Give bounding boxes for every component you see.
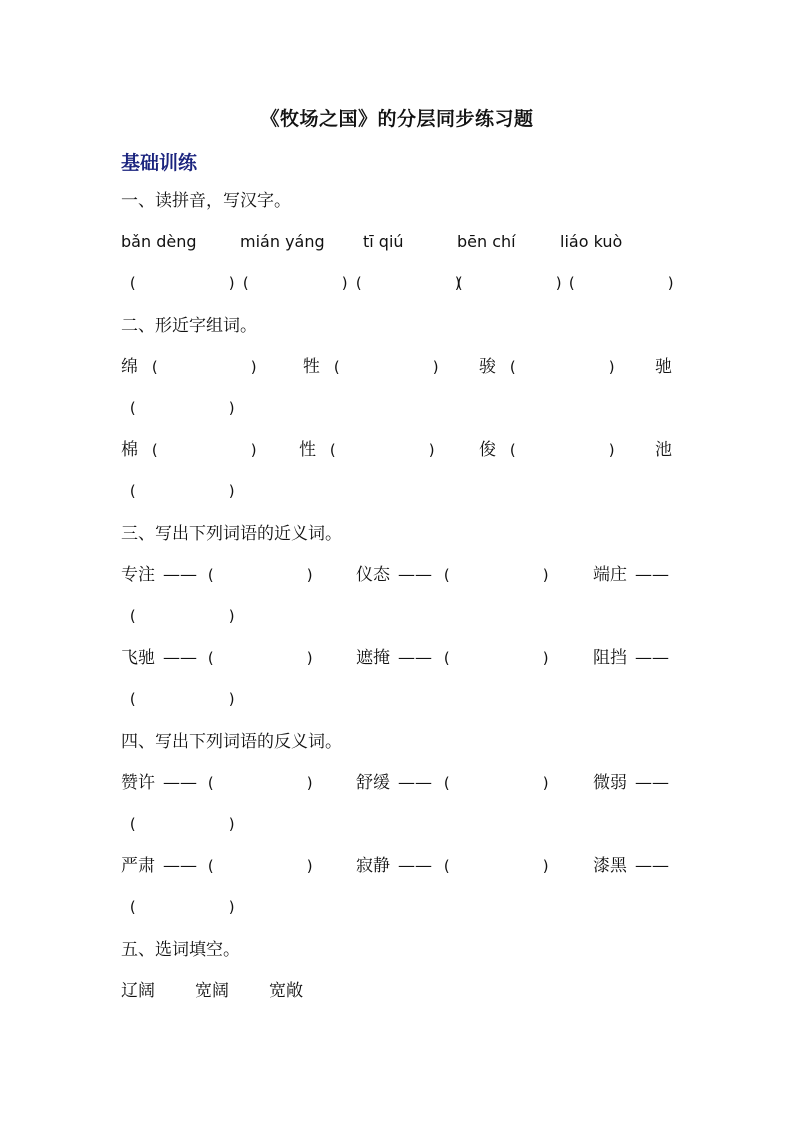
answer-blank[interactable]: ( ) [442, 774, 551, 792]
answer-blank[interactable]: ( ) [150, 358, 259, 376]
answer-blank[interactable]: ( ) [128, 815, 237, 833]
word-label: 严肃 [121, 856, 155, 876]
word-label: 遮掩 [356, 648, 390, 668]
answer-blank[interactable]: ( ) [442, 857, 551, 875]
question-1-heading: 一、读拼音，写汉字。 [121, 191, 291, 211]
answer-blank[interactable]: ( ) [332, 358, 441, 376]
word-choice: 辽阔 [121, 981, 155, 1001]
answer-blank[interactable]: ( ) [150, 441, 259, 459]
dash: —— [163, 773, 197, 793]
answer-blank[interactable]: ( ) [128, 898, 237, 916]
answer-blank[interactable]: ( ) [206, 774, 315, 792]
char-label: 牲 [303, 357, 320, 377]
question-3-heading: 三、写出下列词语的近义词。 [121, 524, 342, 544]
dash: —— [635, 856, 669, 876]
dash: —— [163, 648, 197, 668]
question-5-heading: 五、选词填空。 [121, 940, 240, 960]
word-choice: 宽敞 [269, 981, 303, 1001]
dash: —— [163, 856, 197, 876]
answer-blank[interactable]: ( ) [206, 649, 315, 667]
word-label: 专注 [121, 565, 155, 585]
word-label: 仪态 [356, 565, 390, 585]
answer-blank[interactable]: ( ) [354, 274, 463, 292]
char-label: 骏 [479, 357, 496, 377]
page-title: 《牧场之国》的分层同步练习题 [260, 108, 534, 130]
section-heading: 基础训练 [121, 152, 198, 174]
word-label: 舒缓 [356, 773, 390, 793]
word-label: 微弱 [593, 773, 627, 793]
pinyin-item: bǎn dèng [121, 232, 197, 251]
answer-blank[interactable]: ( ) [442, 566, 551, 584]
answer-blank[interactable]: ( ) [442, 649, 551, 667]
pinyin-item: tī qiú [363, 232, 404, 251]
dash: —— [635, 565, 669, 585]
dash: —— [398, 773, 432, 793]
pinyin-item: mián yáng [240, 232, 325, 251]
dash: —— [163, 565, 197, 585]
word-label: 端庄 [593, 565, 627, 585]
answer-blank[interactable]: ( ) [206, 857, 315, 875]
answer-blank[interactable]: ( ) [128, 399, 237, 417]
answer-blank[interactable]: ( ) [567, 274, 676, 292]
answer-blank[interactable]: ( ) [128, 274, 237, 292]
char-label: 棉 [121, 440, 138, 460]
answer-blank[interactable]: ( ) [455, 274, 564, 292]
dash: —— [398, 648, 432, 668]
answer-blank[interactable]: ( ) [508, 358, 617, 376]
dash: —— [398, 565, 432, 585]
dash: —— [635, 648, 669, 668]
pinyin-item: bēn chí [457, 232, 516, 251]
answer-blank[interactable]: ( ) [128, 482, 237, 500]
word-label: 赞许 [121, 773, 155, 793]
char-label: 绵 [121, 357, 138, 377]
question-2-heading: 二、形近字组词。 [121, 316, 257, 336]
char-label: 性 [299, 440, 316, 460]
word-choice: 宽阔 [195, 981, 229, 1001]
char-label: 驰 [655, 357, 672, 377]
dash: —— [635, 773, 669, 793]
pinyin-item: liáo kuò [560, 232, 623, 251]
dash: —— [398, 856, 432, 876]
char-label: 池 [655, 440, 672, 460]
answer-blank[interactable]: ( ) [128, 690, 237, 708]
answer-blank[interactable]: ( ) [128, 607, 237, 625]
answer-blank[interactable]: ( ) [241, 274, 350, 292]
word-label: 漆黑 [593, 856, 627, 876]
question-4-heading: 四、写出下列词语的反义词。 [121, 732, 342, 752]
answer-blank[interactable]: ( ) [328, 441, 437, 459]
answer-blank[interactable]: ( ) [206, 566, 315, 584]
char-label: 俊 [479, 440, 496, 460]
word-label: 寂静 [356, 856, 390, 876]
word-label: 阻挡 [593, 648, 627, 668]
answer-blank[interactable]: ( ) [508, 441, 617, 459]
word-label: 飞驰 [121, 648, 155, 668]
